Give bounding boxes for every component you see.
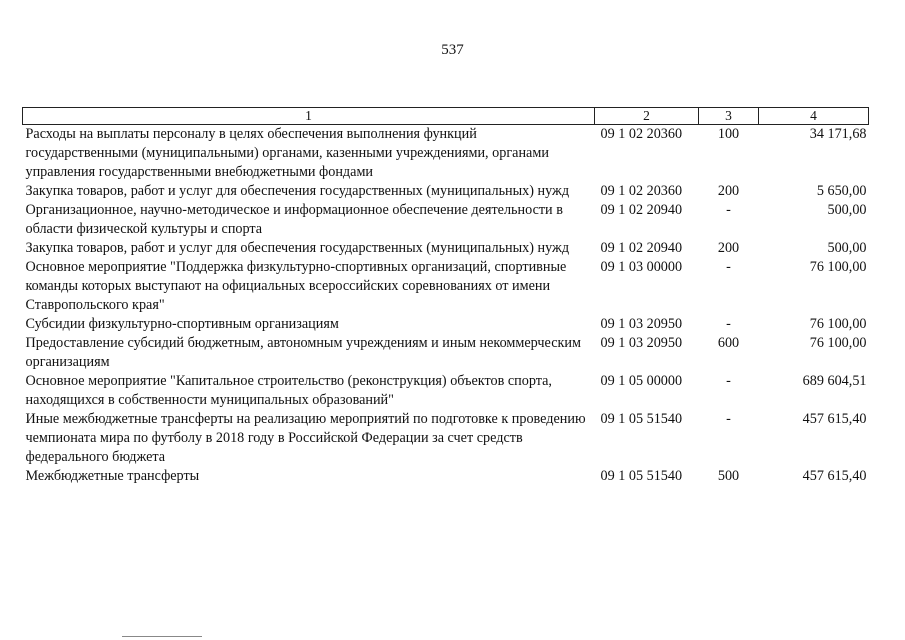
row-amount: 457 615,40 — [802, 468, 867, 484]
row-code: 09 1 05 51540 — [600, 468, 683, 484]
table-row — [23, 239, 869, 258]
row-code: 09 1 02 20940 — [600, 202, 683, 218]
row-amount: 76 100,00 — [809, 259, 867, 275]
row-code: 09 1 05 51540 — [600, 411, 683, 427]
table-header — [23, 108, 869, 125]
row-name: Субсидии физкультурно-спортивным организациям — [25, 316, 339, 332]
row-type: - — [726, 316, 731, 332]
footer-divider — [122, 636, 202, 637]
header-col-2: 2 — [595, 108, 699, 125]
table-row — [23, 182, 869, 201]
row-name: Основное мероприятие "Капитальное строительство (реконструкция) объектов спорта, находящихся в собственности муниципальных образований" — [25, 373, 552, 408]
row-type: 100 — [717, 126, 740, 142]
row-amount: 5 650,00 — [816, 183, 867, 199]
header-col-1: 1 — [23, 108, 595, 125]
row-code: 09 1 03 20950 — [600, 335, 683, 351]
row-code: 09 1 03 00000 — [600, 259, 683, 275]
table-row — [23, 315, 869, 334]
row-type: 500 — [717, 468, 740, 484]
row-type: - — [726, 373, 731, 389]
table-row — [23, 201, 869, 239]
budget-table — [22, 107, 869, 486]
row-name: Закупка товаров, работ и услуг для обеспечения государственных (муниципальных) нужд — [25, 183, 570, 199]
header-col-4: 4 — [759, 108, 869, 125]
row-amount: 689 604,51 — [802, 373, 867, 389]
row-type: 600 — [717, 335, 740, 351]
row-amount: 76 100,00 — [809, 316, 867, 332]
row-code: 09 1 03 20950 — [600, 316, 683, 332]
row-type: 200 — [717, 183, 740, 199]
row-type: - — [726, 259, 731, 275]
row-name: Межбюджетные трансферты — [25, 468, 200, 484]
row-amount: 34 171,68 — [809, 126, 867, 142]
row-code: 09 1 05 00000 — [600, 373, 683, 389]
table-row — [23, 258, 869, 315]
row-name: Закупка товаров, работ и услуг для обеспечения государственных (муниципальных) нужд — [25, 240, 570, 256]
table-row — [23, 125, 869, 183]
row-code: 09 1 02 20940 — [600, 240, 683, 256]
row-amount: 457 615,40 — [802, 411, 867, 427]
row-name: Предоставление субсидий бюджетным, автономным учреждениям и иным некоммерческим организациям — [25, 335, 581, 370]
table-row — [23, 410, 869, 467]
row-amount: 500,00 — [827, 202, 867, 218]
table-row — [23, 467, 869, 486]
row-name: Основное мероприятие "Поддержка физкультурно-спортивных организаций, спортивные команды которых выступают на официальных всероссийских соревнованиях от имени Ставропольского края" — [25, 259, 567, 313]
row-name: Расходы на выплаты персоналу в целях обеспечения выполнения функций государственными (муниципальными) органами, казенными учреждениями, органами управления государственными внебюджетными фондами — [25, 126, 549, 180]
row-type: - — [726, 411, 731, 427]
row-name: Организационное, научно-методическое и информационное обеспечение деятельности в области физической культуры и спорта — [25, 202, 563, 237]
table-body — [23, 125, 869, 487]
header-col-3: 3 — [699, 108, 759, 125]
table-row — [23, 334, 869, 372]
row-code: 09 1 02 20360 — [600, 126, 683, 142]
page-number: 537 — [441, 42, 464, 58]
row-code: 09 1 02 20360 — [600, 183, 683, 199]
row-type: - — [726, 202, 731, 218]
row-amount: 500,00 — [827, 240, 867, 256]
row-name: Иные межбюджетные трансферты на реализацию мероприятий по подготовке к проведению чемпионата мира по футболу в 2018 году в Российской Федерации за счет средств федерального бюджета — [25, 411, 586, 465]
row-type: 200 — [717, 240, 740, 256]
header-row — [23, 108, 869, 125]
row-amount: 76 100,00 — [809, 335, 867, 351]
table-row — [23, 372, 869, 410]
